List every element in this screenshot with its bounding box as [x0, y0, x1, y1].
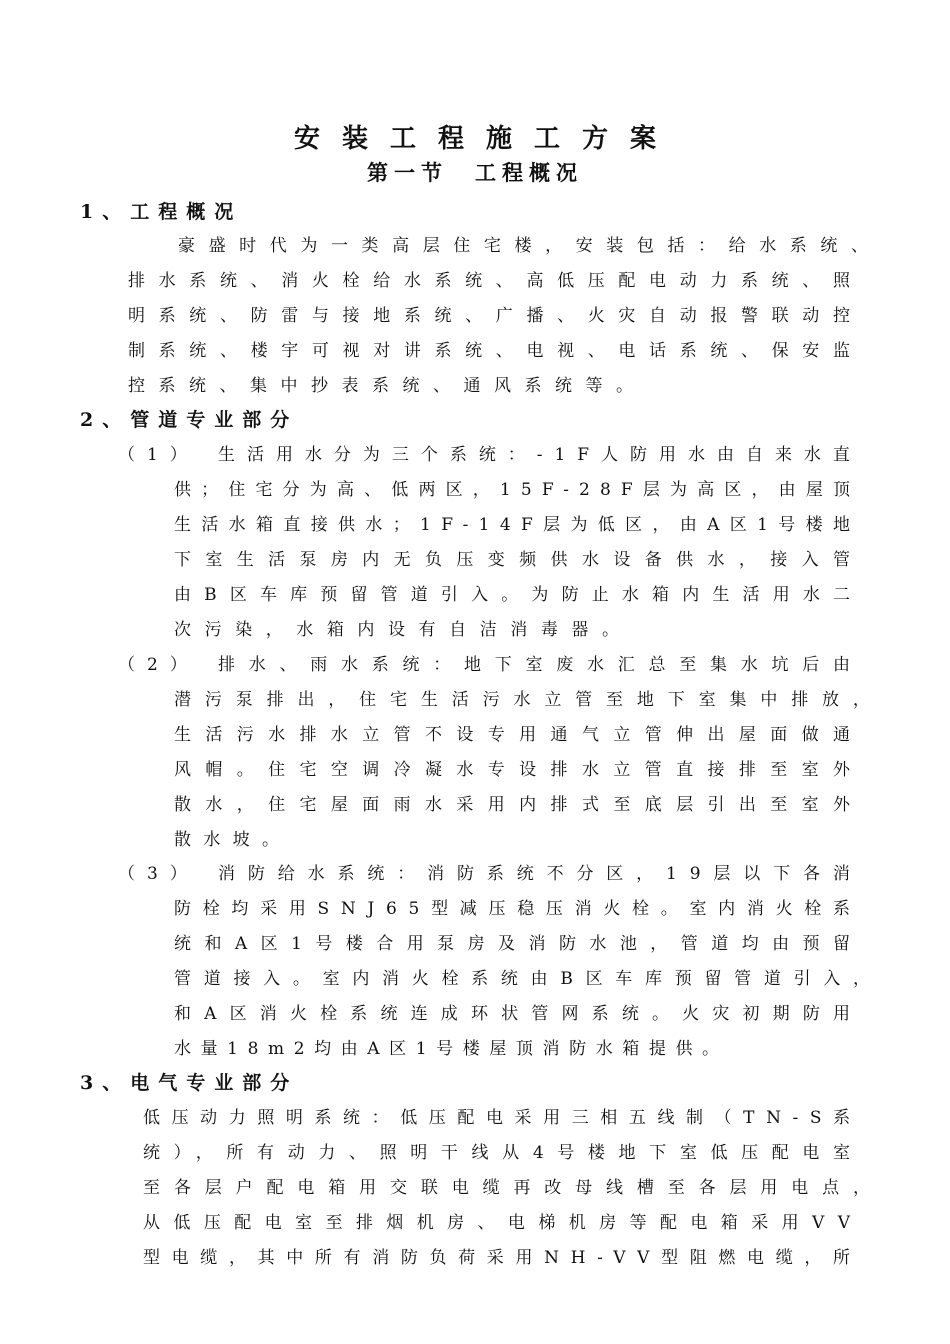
- document-title: 安装工程施工方案: [293, 124, 678, 154]
- section-subtitle: 第一节 工程概况: [367, 160, 583, 185]
- text-line: 制系统、楼宇可视对讲系统、电视、电话系统、保安监: [128, 341, 864, 361]
- item-number: （2）: [118, 655, 199, 675]
- section-heading: 2、管道专业部分: [80, 409, 299, 431]
- text-line: 豪盛时代为一类高层住宅楼，安装包括：给水系统、: [178, 236, 882, 256]
- text-line: 次污染，水箱内设有自洁消毒器。: [174, 620, 633, 640]
- text-line: 控系统、集中抄表系统、通风系统等。: [128, 376, 647, 396]
- text-line: 至各层户配电箱用交联电缆再改母线槽至各层用电点，: [143, 1178, 884, 1198]
- text-line: 水量18m2均由A区1号楼屋顶消防水箱提供。: [174, 1039, 729, 1059]
- section-heading: 3、电气专业部分: [80, 1072, 299, 1094]
- text-line: 排水、雨水系统：地下室废水汇总至集水坑后由: [218, 655, 864, 675]
- text-line: 潜污泵排出，住宅生活污水立管至地下室集中排放，: [174, 690, 884, 710]
- text-line: 生活用水分为三个系统：-1F人防用水由自来水直: [218, 445, 862, 465]
- text-line: 散水坡。: [174, 830, 292, 850]
- text-line: 低压动力照明系统：低压配电采用三相五线制（TN-S系: [143, 1108, 862, 1128]
- text-line: 型电缆，其中所有消防负荷采用NH-VV型阻燃电缆，所: [143, 1248, 862, 1268]
- text-line: 防栓均采用SNJ65型减压稳压消火栓。室内消火栓系: [174, 899, 862, 919]
- text-line: 由B区车库预留管道引入。为防止水箱内生活用水二: [174, 585, 864, 605]
- text-line: 消防给水系统：消防系统不分区，19层以下各消: [218, 864, 863, 884]
- text-line: 从低压配电室至排烟机房、电梯机房等配电箱采用VV: [143, 1213, 864, 1233]
- text-line: 供；住宅分为高、低两区，15F-28F层为高区，由屋顶: [174, 480, 861, 500]
- text-line: 生活污水排水立管不设专用通气立管伸出屋面做通: [174, 725, 865, 745]
- text-line: 统），所有动力、照明干线从4号楼地下室低压配电室: [143, 1143, 864, 1163]
- text-line: 排水系统、消火栓给水系统、高低压配电动力系统、照: [128, 271, 864, 291]
- text-line: 下室生活泵房内无负压变频供水设备供水，接入管: [174, 550, 865, 570]
- section-heading: 1、工程概况: [80, 201, 243, 223]
- text-line: 风帽。住宅空调冷凝水专设排水立管直接排至室外: [174, 760, 865, 780]
- text-line: 统和A区1号楼合用泵房及消防水池，管道均由预留: [174, 934, 864, 954]
- item-number: （3）: [118, 864, 199, 884]
- text-line: 明系统、防雷与接地系统、广播、火灾自动报警联动控: [128, 306, 864, 326]
- text-line: 管道接入。室内消火栓系统由B区车库预留管道引入，: [174, 969, 883, 989]
- text-line: 生活水箱直接供水；1F-14F层为低区，由A区1号楼地: [174, 515, 861, 535]
- item-number: （1）: [118, 445, 199, 465]
- text-line: 和A区消火栓系统连成环状管网系统。火灾初期防用: [174, 1004, 864, 1024]
- text-line: 散水，住宅屋面雨水采用内排式至底层引出至室外: [174, 795, 865, 815]
